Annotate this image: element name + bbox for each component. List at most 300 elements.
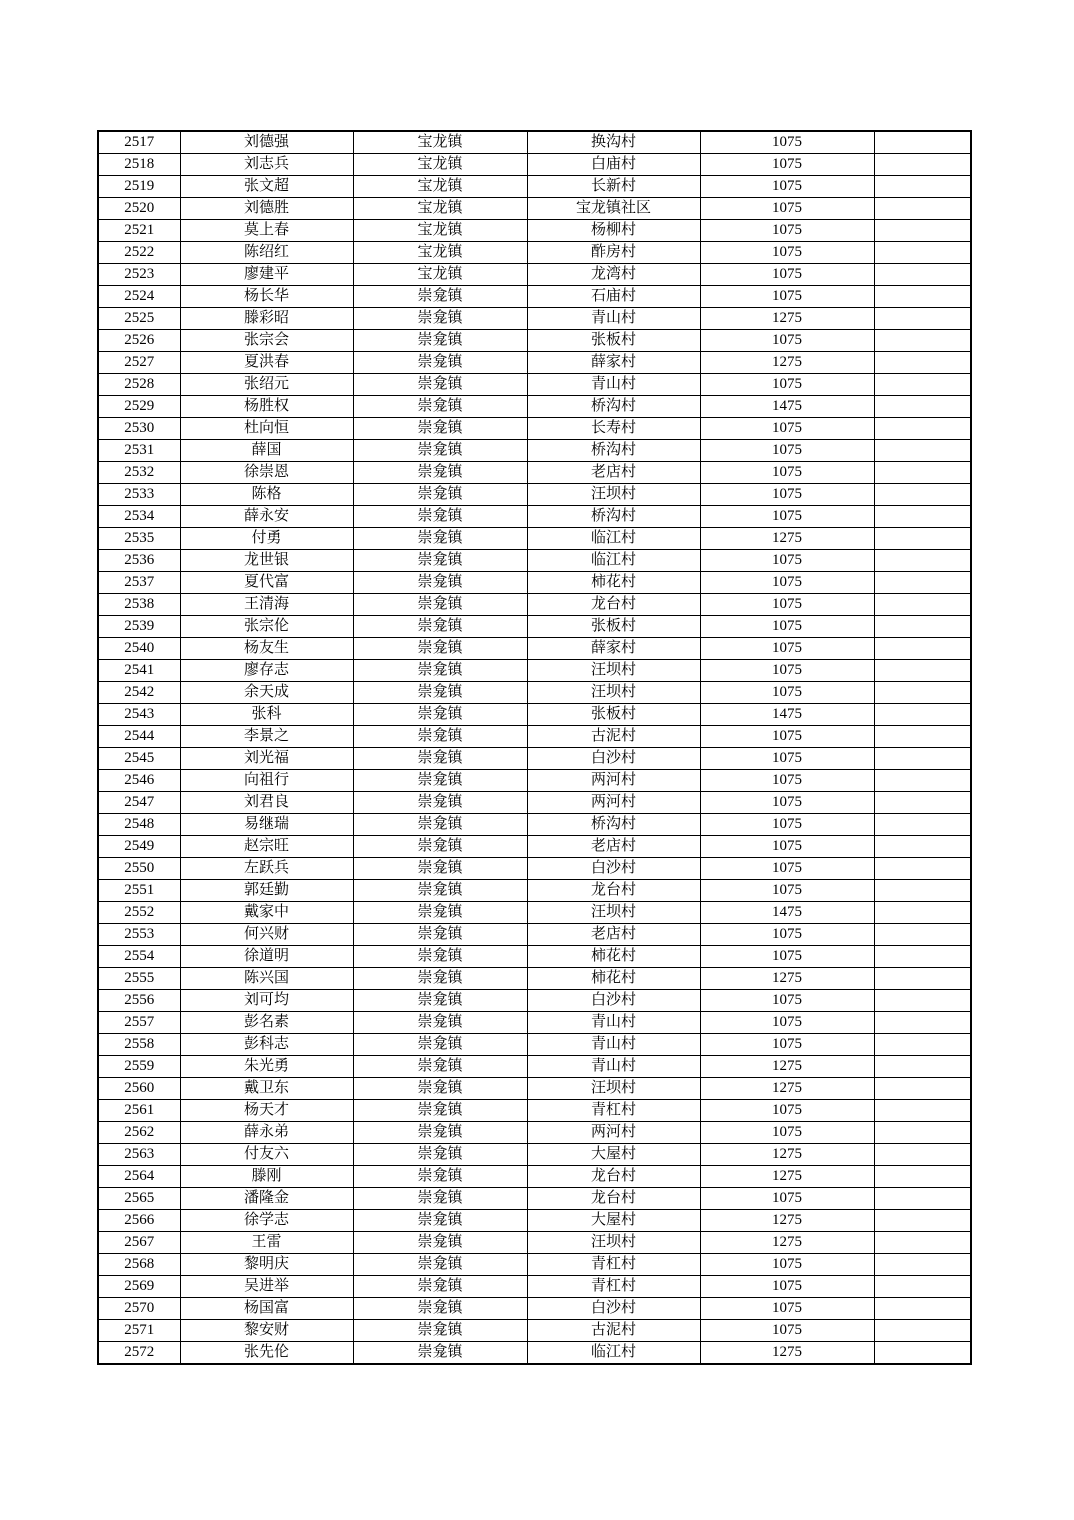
remark-cell xyxy=(874,242,971,264)
row-number-cell: 2561 xyxy=(98,1100,180,1122)
name-cell: 刘光福 xyxy=(180,748,353,770)
town-cell: 宝龙镇 xyxy=(353,176,527,198)
row-number-cell: 2562 xyxy=(98,1122,180,1144)
town-cell: 崇龛镇 xyxy=(353,528,527,550)
row-number-cell: 2523 xyxy=(98,264,180,286)
name-cell: 莫上春 xyxy=(180,220,353,242)
table-row xyxy=(98,198,971,220)
name-cell: 杜向恒 xyxy=(180,418,353,440)
remark-cell xyxy=(874,176,971,198)
amount-cell: 1075 xyxy=(700,946,874,968)
amount-cell: 1075 xyxy=(700,814,874,836)
village-cell: 青山村 xyxy=(527,1012,700,1034)
town-cell: 崇龛镇 xyxy=(353,1056,527,1078)
village-cell: 青山村 xyxy=(527,308,700,330)
remark-cell xyxy=(874,924,971,946)
table-row xyxy=(98,396,971,418)
name-cell: 滕刚 xyxy=(180,1166,353,1188)
remark-cell xyxy=(874,131,971,154)
row-number-cell: 2554 xyxy=(98,946,180,968)
amount-cell: 1075 xyxy=(700,1254,874,1276)
town-cell: 崇龛镇 xyxy=(353,1078,527,1100)
amount-cell: 1075 xyxy=(700,374,874,396)
table-row xyxy=(98,374,971,396)
remark-cell xyxy=(874,506,971,528)
row-number-cell: 2552 xyxy=(98,902,180,924)
name-cell: 薛永安 xyxy=(180,506,353,528)
row-number-cell: 2545 xyxy=(98,748,180,770)
amount-cell: 1075 xyxy=(700,154,874,176)
name-cell: 彭名素 xyxy=(180,1012,353,1034)
row-number-cell: 2525 xyxy=(98,308,180,330)
table-row xyxy=(98,880,971,902)
row-number-cell: 2558 xyxy=(98,1034,180,1056)
town-cell: 崇龛镇 xyxy=(353,946,527,968)
remark-cell xyxy=(874,396,971,418)
table-row xyxy=(98,264,971,286)
name-cell: 张宗会 xyxy=(180,330,353,352)
village-cell: 龙湾村 xyxy=(527,264,700,286)
name-cell: 刘可均 xyxy=(180,990,353,1012)
village-cell: 古泥村 xyxy=(527,1320,700,1342)
table-row xyxy=(98,131,971,154)
town-cell: 崇龛镇 xyxy=(353,1100,527,1122)
remark-cell xyxy=(874,770,971,792)
name-cell: 左跃兵 xyxy=(180,858,353,880)
amount-cell: 1075 xyxy=(700,880,874,902)
name-cell: 杨长华 xyxy=(180,286,353,308)
town-cell: 崇龛镇 xyxy=(353,286,527,308)
name-cell: 易继瑞 xyxy=(180,814,353,836)
table-row xyxy=(98,1166,971,1188)
amount-cell: 1075 xyxy=(700,682,874,704)
amount-cell: 1075 xyxy=(700,990,874,1012)
remark-cell xyxy=(874,198,971,220)
table-row xyxy=(98,1078,971,1100)
table-row xyxy=(98,770,971,792)
name-cell: 夏代富 xyxy=(180,572,353,594)
row-number-cell: 2537 xyxy=(98,572,180,594)
row-number-cell: 2532 xyxy=(98,462,180,484)
name-cell: 徐崇恩 xyxy=(180,462,353,484)
amount-cell: 1075 xyxy=(700,484,874,506)
amount-cell: 1275 xyxy=(700,352,874,374)
village-cell: 龙台村 xyxy=(527,1188,700,1210)
amount-cell: 1075 xyxy=(700,572,874,594)
amount-cell: 1475 xyxy=(700,704,874,726)
name-cell: 郭廷勤 xyxy=(180,880,353,902)
name-cell: 余天成 xyxy=(180,682,353,704)
amount-cell: 1075 xyxy=(700,1298,874,1320)
table-row xyxy=(98,572,971,594)
town-cell: 宝龙镇 xyxy=(353,154,527,176)
name-cell: 薛永弟 xyxy=(180,1122,353,1144)
remark-cell xyxy=(874,154,971,176)
table-row xyxy=(98,704,971,726)
row-number-cell: 2517 xyxy=(98,131,180,154)
remark-cell xyxy=(874,704,971,726)
town-cell: 崇龛镇 xyxy=(353,748,527,770)
name-cell: 王雷 xyxy=(180,1232,353,1254)
village-cell: 临江村 xyxy=(527,1342,700,1365)
village-cell: 柿花村 xyxy=(527,946,700,968)
remark-cell xyxy=(874,792,971,814)
row-number-cell: 2549 xyxy=(98,836,180,858)
row-number-cell: 2566 xyxy=(98,1210,180,1232)
village-cell: 汪坝村 xyxy=(527,484,700,506)
table-row xyxy=(98,682,971,704)
amount-cell: 1275 xyxy=(700,1056,874,1078)
row-number-cell: 2544 xyxy=(98,726,180,748)
remark-cell xyxy=(874,1210,971,1232)
village-cell: 桥沟村 xyxy=(527,396,700,418)
row-number-cell: 2563 xyxy=(98,1144,180,1166)
name-cell: 陈兴国 xyxy=(180,968,353,990)
village-cell: 薛家村 xyxy=(527,638,700,660)
village-cell: 大屋村 xyxy=(527,1144,700,1166)
amount-cell: 1075 xyxy=(700,792,874,814)
village-cell: 龙台村 xyxy=(527,1166,700,1188)
town-cell: 宝龙镇 xyxy=(353,264,527,286)
table-row xyxy=(98,968,971,990)
table-row xyxy=(98,1056,971,1078)
row-number-cell: 2538 xyxy=(98,594,180,616)
name-cell: 付勇 xyxy=(180,528,353,550)
amount-cell: 1075 xyxy=(700,1100,874,1122)
row-number-cell: 2529 xyxy=(98,396,180,418)
table-row xyxy=(98,308,971,330)
village-cell: 汪坝村 xyxy=(527,1232,700,1254)
village-cell: 青山村 xyxy=(527,1056,700,1078)
village-cell: 白沙村 xyxy=(527,858,700,880)
village-cell: 老店村 xyxy=(527,462,700,484)
remark-cell xyxy=(874,1100,971,1122)
village-cell: 石庙村 xyxy=(527,286,700,308)
table-row xyxy=(98,1298,971,1320)
town-cell: 崇龛镇 xyxy=(353,506,527,528)
village-cell: 白沙村 xyxy=(527,1298,700,1320)
remark-cell xyxy=(874,682,971,704)
row-number-cell: 2569 xyxy=(98,1276,180,1298)
remark-cell xyxy=(874,594,971,616)
row-number-cell: 2555 xyxy=(98,968,180,990)
remark-cell xyxy=(874,1232,971,1254)
village-cell: 桥沟村 xyxy=(527,440,700,462)
remark-cell xyxy=(874,1144,971,1166)
table-row xyxy=(98,484,971,506)
name-cell: 刘志兵 xyxy=(180,154,353,176)
remark-cell xyxy=(874,550,971,572)
table-row xyxy=(98,836,971,858)
town-cell: 崇龛镇 xyxy=(353,1012,527,1034)
town-cell: 崇龛镇 xyxy=(353,594,527,616)
remark-cell xyxy=(874,946,971,968)
village-cell: 白庙村 xyxy=(527,154,700,176)
row-number-cell: 2568 xyxy=(98,1254,180,1276)
remark-cell xyxy=(874,418,971,440)
amount-cell: 1075 xyxy=(700,1276,874,1298)
table-row xyxy=(98,462,971,484)
town-cell: 崇龛镇 xyxy=(353,462,527,484)
remark-cell xyxy=(874,286,971,308)
row-number-cell: 2519 xyxy=(98,176,180,198)
town-cell: 崇龛镇 xyxy=(353,374,527,396)
amount-cell: 1075 xyxy=(700,1034,874,1056)
town-cell: 崇龛镇 xyxy=(353,880,527,902)
name-cell: 杨天才 xyxy=(180,1100,353,1122)
name-cell: 廖存志 xyxy=(180,660,353,682)
table-row xyxy=(98,1232,971,1254)
table-row xyxy=(98,220,971,242)
name-cell: 朱光勇 xyxy=(180,1056,353,1078)
town-cell: 崇龛镇 xyxy=(353,1298,527,1320)
remark-cell xyxy=(874,1034,971,1056)
table-row xyxy=(98,528,971,550)
town-cell: 崇龛镇 xyxy=(353,704,527,726)
name-cell: 王清海 xyxy=(180,594,353,616)
name-cell: 陈格 xyxy=(180,484,353,506)
village-cell: 柿花村 xyxy=(527,968,700,990)
row-number-cell: 2522 xyxy=(98,242,180,264)
remark-cell xyxy=(874,1298,971,1320)
row-number-cell: 2527 xyxy=(98,352,180,374)
town-cell: 崇龛镇 xyxy=(353,1166,527,1188)
village-cell: 柿花村 xyxy=(527,572,700,594)
town-cell: 崇龛镇 xyxy=(353,1144,527,1166)
town-cell: 崇龛镇 xyxy=(353,990,527,1012)
name-cell: 徐学志 xyxy=(180,1210,353,1232)
amount-cell: 1075 xyxy=(700,748,874,770)
row-number-cell: 2543 xyxy=(98,704,180,726)
village-cell: 张板村 xyxy=(527,704,700,726)
amount-cell: 1275 xyxy=(700,528,874,550)
table-row xyxy=(98,748,971,770)
town-cell: 崇龛镇 xyxy=(353,770,527,792)
amount-cell: 1075 xyxy=(700,1320,874,1342)
table-row xyxy=(98,330,971,352)
amount-cell: 1275 xyxy=(700,1078,874,1100)
table-row xyxy=(98,506,971,528)
name-cell: 付友六 xyxy=(180,1144,353,1166)
remark-cell xyxy=(874,660,971,682)
remark-cell xyxy=(874,902,971,924)
remark-cell xyxy=(874,484,971,506)
village-cell: 宝龙镇社区 xyxy=(527,198,700,220)
row-number-cell: 2570 xyxy=(98,1298,180,1320)
remark-cell xyxy=(874,462,971,484)
village-cell: 长寿村 xyxy=(527,418,700,440)
table-row xyxy=(98,990,971,1012)
row-number-cell: 2520 xyxy=(98,198,180,220)
remark-cell xyxy=(874,572,971,594)
town-cell: 崇龛镇 xyxy=(353,1342,527,1365)
row-number-cell: 2565 xyxy=(98,1188,180,1210)
amount-cell: 1075 xyxy=(700,506,874,528)
town-cell: 崇龛镇 xyxy=(353,308,527,330)
village-cell: 两河村 xyxy=(527,792,700,814)
row-number-cell: 2533 xyxy=(98,484,180,506)
remark-cell xyxy=(874,1276,971,1298)
remark-cell xyxy=(874,1078,971,1100)
table-row xyxy=(98,1320,971,1342)
town-cell: 宝龙镇 xyxy=(353,242,527,264)
amount-cell: 1275 xyxy=(700,968,874,990)
village-cell: 青山村 xyxy=(527,374,700,396)
table-row xyxy=(98,418,971,440)
row-number-cell: 2567 xyxy=(98,1232,180,1254)
remark-cell xyxy=(874,308,971,330)
name-cell: 龙世银 xyxy=(180,550,353,572)
row-number-cell: 2564 xyxy=(98,1166,180,1188)
amount-cell: 1275 xyxy=(700,308,874,330)
amount-cell: 1075 xyxy=(700,131,874,154)
row-number-cell: 2571 xyxy=(98,1320,180,1342)
name-cell: 薛国 xyxy=(180,440,353,462)
town-cell: 崇龛镇 xyxy=(353,682,527,704)
table-row xyxy=(98,858,971,880)
town-cell: 崇龛镇 xyxy=(353,1320,527,1342)
town-cell: 崇龛镇 xyxy=(353,616,527,638)
table-row xyxy=(98,440,971,462)
town-cell: 崇龛镇 xyxy=(353,572,527,594)
data-table xyxy=(97,130,972,1365)
name-cell: 张先伦 xyxy=(180,1342,353,1365)
table-row xyxy=(98,616,971,638)
name-cell: 杨国富 xyxy=(180,1298,353,1320)
remark-cell xyxy=(874,880,971,902)
remark-cell xyxy=(874,528,971,550)
table-row xyxy=(98,1034,971,1056)
village-cell: 两河村 xyxy=(527,770,700,792)
amount-cell: 1075 xyxy=(700,1122,874,1144)
town-cell: 崇龛镇 xyxy=(353,858,527,880)
row-number-cell: 2535 xyxy=(98,528,180,550)
remark-cell xyxy=(874,1122,971,1144)
row-number-cell: 2524 xyxy=(98,286,180,308)
remark-cell xyxy=(874,1012,971,1034)
remark-cell xyxy=(874,1254,971,1276)
row-number-cell: 2547 xyxy=(98,792,180,814)
row-number-cell: 2553 xyxy=(98,924,180,946)
village-cell: 桥沟村 xyxy=(527,814,700,836)
row-number-cell: 2526 xyxy=(98,330,180,352)
town-cell: 崇龛镇 xyxy=(353,418,527,440)
village-cell: 老店村 xyxy=(527,924,700,946)
table-row xyxy=(98,726,971,748)
name-cell: 刘君良 xyxy=(180,792,353,814)
row-number-cell: 2550 xyxy=(98,858,180,880)
row-number-cell: 2528 xyxy=(98,374,180,396)
village-cell: 换沟村 xyxy=(527,131,700,154)
amount-cell: 1075 xyxy=(700,176,874,198)
village-cell: 龙台村 xyxy=(527,594,700,616)
row-number-cell: 2539 xyxy=(98,616,180,638)
remark-cell xyxy=(874,638,971,660)
amount-cell: 1075 xyxy=(700,198,874,220)
name-cell: 吴进举 xyxy=(180,1276,353,1298)
town-cell: 崇龛镇 xyxy=(353,330,527,352)
name-cell: 杨友生 xyxy=(180,638,353,660)
table-row xyxy=(98,924,971,946)
town-cell: 崇龛镇 xyxy=(353,1122,527,1144)
remark-cell xyxy=(874,1166,971,1188)
village-cell: 汪坝村 xyxy=(527,1078,700,1100)
remark-cell xyxy=(874,374,971,396)
amount-cell: 1075 xyxy=(700,660,874,682)
town-cell: 崇龛镇 xyxy=(353,1276,527,1298)
table-row xyxy=(98,1210,971,1232)
town-cell: 宝龙镇 xyxy=(353,131,527,154)
row-number-cell: 2546 xyxy=(98,770,180,792)
amount-cell: 1275 xyxy=(700,1144,874,1166)
table-row xyxy=(98,814,971,836)
amount-cell: 1475 xyxy=(700,396,874,418)
amount-cell: 1275 xyxy=(700,1166,874,1188)
row-number-cell: 2556 xyxy=(98,990,180,1012)
village-cell: 汪坝村 xyxy=(527,660,700,682)
name-cell: 廖建平 xyxy=(180,264,353,286)
row-number-cell: 2518 xyxy=(98,154,180,176)
remark-cell xyxy=(874,726,971,748)
remark-cell xyxy=(874,264,971,286)
amount-cell: 1075 xyxy=(700,770,874,792)
remark-cell xyxy=(874,616,971,638)
name-cell: 戴家中 xyxy=(180,902,353,924)
remark-cell xyxy=(874,352,971,374)
table-row xyxy=(98,792,971,814)
village-cell: 张板村 xyxy=(527,616,700,638)
amount-cell: 1275 xyxy=(700,1232,874,1254)
row-number-cell: 2540 xyxy=(98,638,180,660)
town-cell: 崇龛镇 xyxy=(353,1210,527,1232)
name-cell: 陈绍红 xyxy=(180,242,353,264)
remark-cell xyxy=(874,1188,971,1210)
amount-cell: 1075 xyxy=(700,726,874,748)
village-cell: 青杠村 xyxy=(527,1100,700,1122)
name-cell: 向祖行 xyxy=(180,770,353,792)
remark-cell xyxy=(874,990,971,1012)
table-row xyxy=(98,660,971,682)
table-body xyxy=(98,131,971,1364)
table-row xyxy=(98,1188,971,1210)
name-cell: 黎明庆 xyxy=(180,1254,353,1276)
amount-cell: 1075 xyxy=(700,594,874,616)
row-number-cell: 2542 xyxy=(98,682,180,704)
town-cell: 崇龛镇 xyxy=(353,396,527,418)
village-cell: 古泥村 xyxy=(527,726,700,748)
remark-cell xyxy=(874,1056,971,1078)
table-row xyxy=(98,1122,971,1144)
table-row xyxy=(98,1100,971,1122)
village-cell: 酢房村 xyxy=(527,242,700,264)
remark-cell xyxy=(874,748,971,770)
amount-cell: 1275 xyxy=(700,1342,874,1365)
name-cell: 杨胜权 xyxy=(180,396,353,418)
village-cell: 薛家村 xyxy=(527,352,700,374)
town-cell: 崇龛镇 xyxy=(353,726,527,748)
name-cell: 戴卫东 xyxy=(180,1078,353,1100)
town-cell: 崇龛镇 xyxy=(353,550,527,572)
table-row xyxy=(98,1012,971,1034)
name-cell: 刘德强 xyxy=(180,131,353,154)
table-row xyxy=(98,638,971,660)
amount-cell: 1075 xyxy=(700,858,874,880)
village-cell: 杨柳村 xyxy=(527,220,700,242)
village-cell: 汪坝村 xyxy=(527,682,700,704)
town-cell: 崇龛镇 xyxy=(353,440,527,462)
amount-cell: 1075 xyxy=(700,330,874,352)
remark-cell xyxy=(874,220,971,242)
